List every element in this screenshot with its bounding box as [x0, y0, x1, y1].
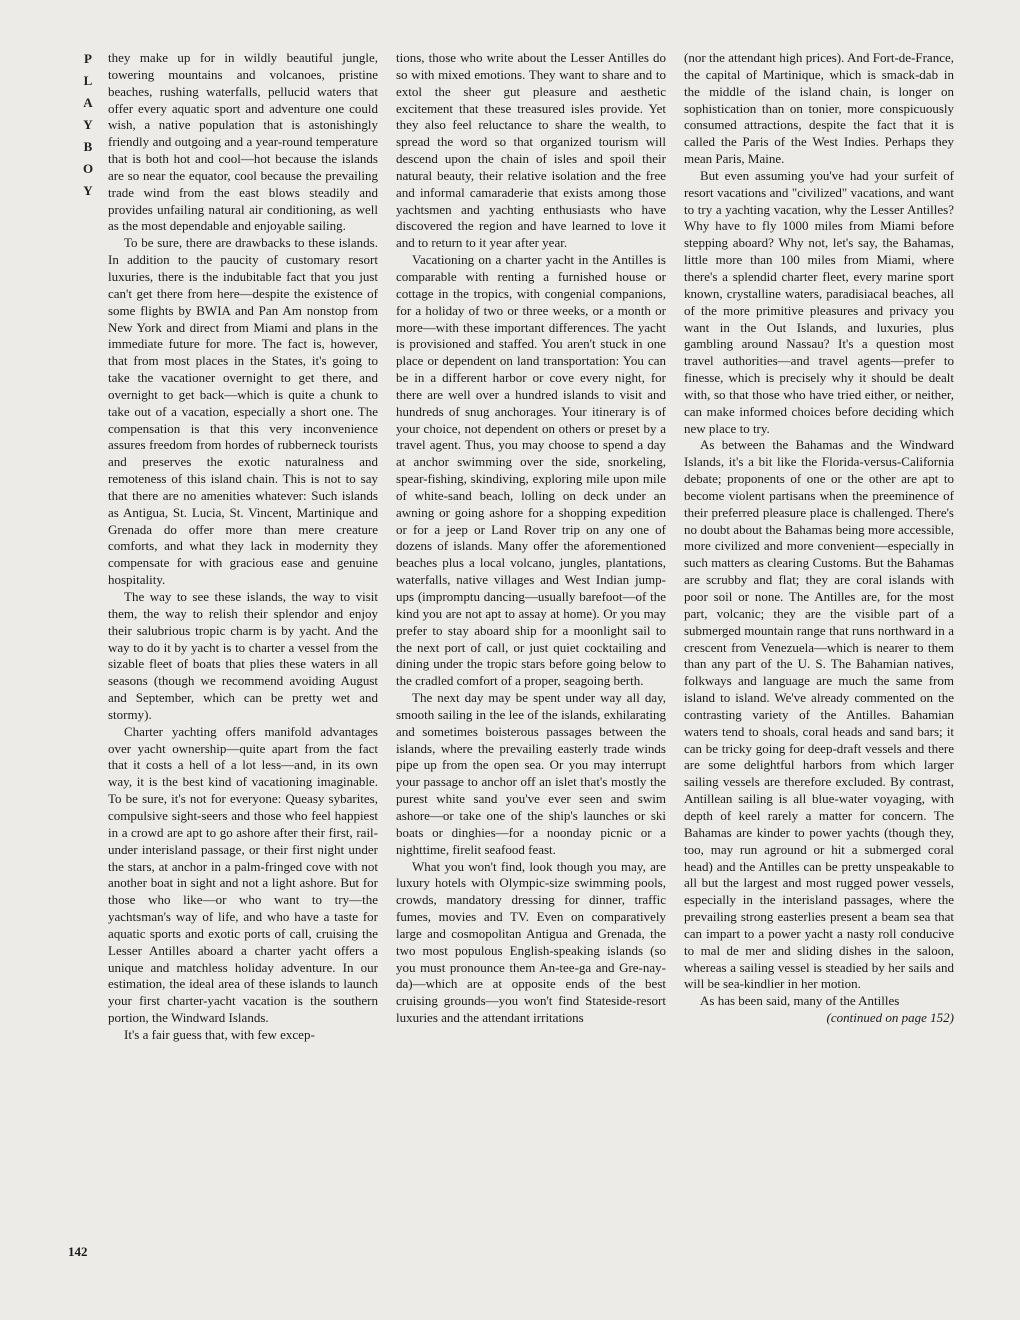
magazine-letter: Y [83, 183, 93, 198]
page-number: 142 [68, 1244, 88, 1259]
paragraph: Charter yachting offers manifold advantages over yacht ownership—quite apart from the fact that it costs a hell of a lot less—and, in its own way, it is the best kind of vacationing imaginable. To be sure, it's not for everyone: Queasy sybarites, compulsive sight-seers and those who feel happiest in a crowd are apt to go ashore after their first, rail-under interisland passage, or their first night under the stars, at anchor in a palm-fringed cove with not another boat in sight and not a light ashore. But for those who like—or who want to try—the yachtsman's way of life, and who have a taste for aquatic sports and exotic ports of call, cruising the Lesser Antilles aboard a charter yacht offers a unique and matchless holiday adventure. In our estimation, the ideal area of these islands to launch your first charter-yacht vacation is the southern portion, the Windward Islands. [108, 723, 378, 1026]
paragraph: As has been said, many of the Antilles [700, 993, 900, 1009]
paragraph: Vacationing on a charter yacht in the Antilles is comparable with renting a furnished house or cottage in the tropics, with congenial companions, for a holiday of two or three weeks, or a month or more—with these important differences. The yacht is provisioned and staffed. You aren't stuck in one place or dependent on land transportation: You can be in a different harbor or cove every night, for there are well over a hundred islands to visit and hundreds of snug anchorages. Your itinerary is of your choice, not dependent on others or preset by a travel agent. Thus, you may choose to spend a day at anchor swimming over the side, snorkeling, spear-fishing, skindiving, exploring mile upon mile of white-sand beach, lolling on deck under an awning or going ashore for a shopping expedition or for a jeep or Land Rover trip on any one of dozens of islands. Many offer the aforementioned beaches plus a local volcano, jungles, plantations, waterfalls, native villages and West Indian jump-ups (impromptu dancing—usually barefoot—of the kind you are not apt to assay at home). Or you may prefer to stay aboard ship for a moonlight sail to the next port of call, or just quiet cocktailing and dining under the tropic stars before going below to the cradled comfort of a proper, seagoing berth. [396, 252, 666, 689]
paragraph: they make up for in wildly beautiful jungle, towering mountains and volcanoes, pristine beaches, rushing waterfalls, pellucid waters that offer every aquatic sport and adventure one could wish, a native population that is astonishingly friendly and outgoing and a year-round temperature that is both hot and cool—hot because the islands are so near the equator, cool because the prevailing trade wind from the east blows steadily and provides unfailing natural air conditioning, as well as the most dependable and enjoyable sailing. [108, 50, 378, 234]
text-column-3 [684, 50, 954, 1027]
paragraph: It's a fair guess that, with few excep- [124, 1026, 315, 1042]
magazine-letter: Y [83, 117, 93, 132]
paragraph: The way to see these islands, the way to visit them, the way to relish their splendor and enjoy their salubrious tropic charm is by yacht. And the way to do it by yacht is to charter a vessel from the sizable fleet of boats that plies these waters in all seasons (though we recommend avoiding August and September, which can be pretty wet and stormy). [108, 589, 378, 722]
continued-note: (continued on page 152) [826, 1010, 954, 1026]
magazine-name-vertical [80, 48, 96, 202]
paragraph: (nor the attendant high prices). And Fort-de-France, the capital of Martinique, which is smack-dab in the middle of the island chain, is longer on sophistication than on tonier, more conspicuously consumed attractions, despite the fact that it is called the Paris of the West Indies. Perhaps they mean Paris, Maine. [684, 50, 954, 167]
magazine-letter: O [82, 161, 94, 176]
paragraph: As between the Bahamas and the Windward Islands, it's a bit like the Florida-versus-California debate; proponents of one or the other are apt to become violent partisans when the preeminence of their preferred pleasure place is challenged. There's no doubt about the Bahamas being more accessible, more civilized and more convenient—especially in such matters as clearing Customs. But the Bahamas are scrubby and flat; they are coral islands with poor soil or none. The Antilles are, for the most part, volcanic; they are the visible part of a submerged mountain range that runs northward in a crescent from Venezuela—which is nearer to them than any part of the U. S. The Bahamian natives, folkways and language are much the same from island to island. We've already commented on the contrasting variety of the Antilles. Bahamian waters tend to shoals, coral heads and sand bars; it can be tricky going for deep-draft vessels and there are some delightful harbors from which larger sailing vessels are therefore excluded. By contrast, Antillean sailing is all blue-water voyaging, with depth of keel rarely a matter for concern. The Bahamas are kinder to power yachts (though they, too, may run aground or hit a submerged coral head) and the Antilles can be pretty unspeakable to all but the largest and most rugged power vessels, especially in the interisland passages, where the prevailing strong easterlies present a beam sea that can impart to a power yacht a nasty roll conducive to mal de mer and sliding dishes in the saloon, whereas a sailing vessel is steadied by her sails and will be sea-kindlier in her motion. [684, 437, 954, 992]
magazine-letter: B [83, 139, 93, 154]
paragraph: What you won't find, look though you may, are luxury hotels with Olympic-size swimming pools, crowds, mandatory dressing for dinner, traffic fumes, movies and TV. Even on comparatively large and cosmopolitan Antigua and Grenada, the two most populous English-speaking islands (so you must pronounce them An-tee-ga and Gre-nay-da)—which are at opposite ends of the best cruising grounds—you won't find Stateside-resort luxuries and the attendant irritations [396, 858, 666, 1026]
text-column-2 [396, 50, 666, 1027]
magazine-letter: P [84, 51, 92, 66]
paragraph: The next day may be spent under way all day, smooth sailing in the lee of the islands, exhilarating and sometimes boisterous passages between the islands, where the prevailing easterly trade winds pipe up from the open sea. Or you may interrupt your passage to anchor off an islet that's mostly the purest white sand you've ever seen and swim ashore—or take one of the ship's launches or ski boats or dinghies—for a noonday picnic or a nighttime, firelit seafood feast. [396, 690, 666, 857]
text-column-1 [108, 50, 378, 1044]
paragraph: To be sure, there are drawbacks to these islands. In addition to the paucity of customary resort luxuries, there is the indubitable fact that you just can't get there from here—despite the existence of some flights by BWIA and Pan Am nonstop from New York and direct from Miami and plans in the immediate future for more. The fact is, however, that from most places in the States, it's going to take the vacationer overnight to get there, and overnight to get back—which is quite a chunk to take out of a vacation, especially a short one. The compensation is that this very inconvenience assures freedom from hordes of rubberneck tourists and preserves the exotic naturalness and remoteness of this island chain. This is not to say that there are no amenities whatever: Such islands as Antigua, St. Lucia, St. Vincent, Martinique and Grenada do offer more than mere creature comforts, and what they lack in modernity they compensate for with gracious ease and genuine hospitality. [108, 235, 378, 588]
paragraph: But even assuming you've had your surfeit of resort vacations and "civilized" vacations, and want to try a yachting vacation, why the Lesser Antilles? Why have to fly 1000 miles from Miami before stepping aboard? Why not, let's say, the Bahamas, little more than 100 miles from Miami, where there's a splendid charter fleet, every marine sport known, crystalline waters, paradisiacal beaches, all of the more primitive pleasures and privacy you want in the Out Islands, and luxuries, plus gambling around Nassau? It's a question most travel authorities—and travel agents—prefer to finesse, which is precisely why it should be dealt with, so that those who have tried either, or neither, can make informed choices before deciding which new place to try. [684, 167, 954, 436]
magazine-letter: A [83, 95, 93, 110]
paragraph: tions, those who write about the Lesser Antilles do so with mixed emotions. They want to share and to extol the sheer gut pleasure and aesthetic excitement that these treasured isles provide. Yet they also feel reluctance to share the wealth, to spread the word so that organized tourism will descend upon the chain of isles and spoil their natural beauty, their relative isolation and the free and informal camaraderie that exists among those yachtsmen and yachting enthusiasts who have discovered the region and have learned to love it and to return to it year after year. [396, 50, 666, 251]
magazine-letter: L [83, 73, 93, 88]
